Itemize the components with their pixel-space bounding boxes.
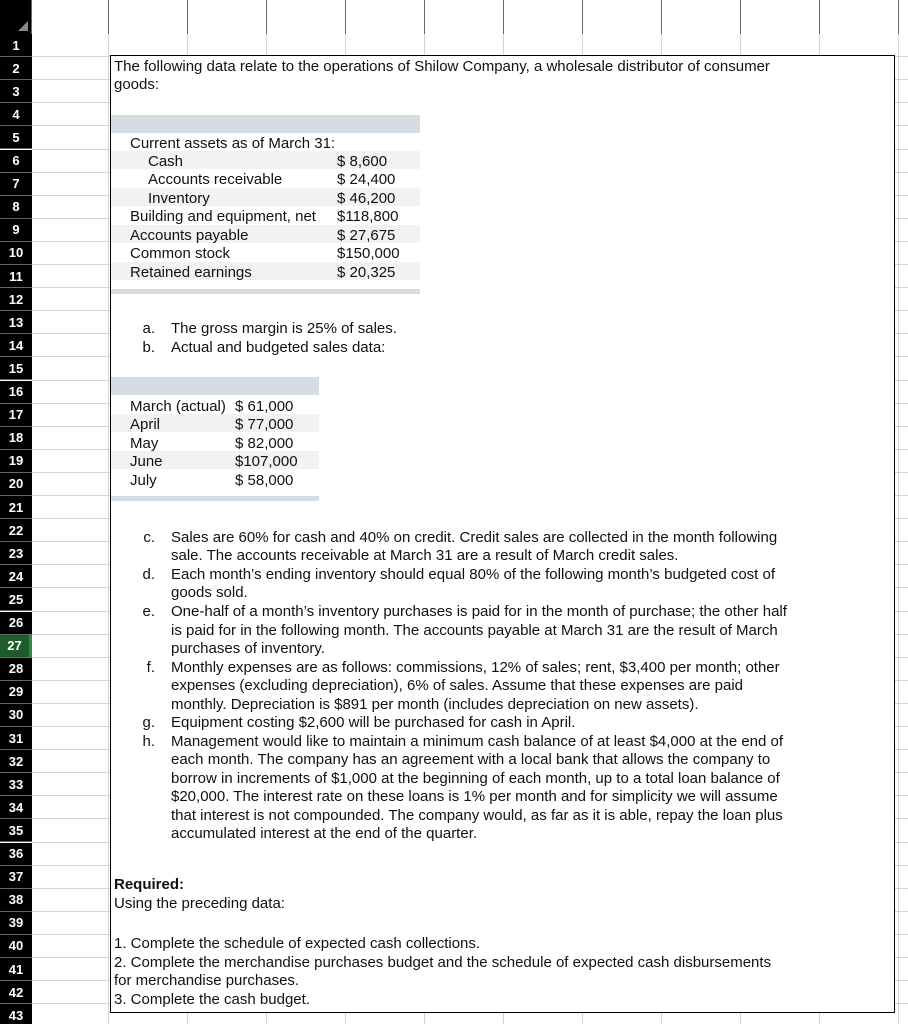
note-c-line: Sales are 60% for cash and 40% on credit. Credit sales are collected in the month following bbox=[171, 529, 778, 546]
row-header-29[interactable]: 29 bbox=[0, 681, 32, 704]
row-header-41[interactable]: 41 bbox=[0, 958, 32, 981]
row-header-10[interactable]: 10 bbox=[0, 242, 32, 265]
table-header-band bbox=[111, 115, 420, 133]
row-header-32[interactable]: 32 bbox=[0, 750, 32, 773]
row-header-6[interactable]: 6 bbox=[0, 150, 32, 173]
row-header-4[interactable]: 4 bbox=[0, 103, 32, 126]
asset-label: Inventory bbox=[148, 190, 210, 207]
asset-amount: $150,000 bbox=[337, 245, 400, 262]
row-header-19[interactable]: 19 bbox=[0, 450, 32, 473]
row-header-24[interactable]: 24 bbox=[0, 565, 32, 588]
intro-line-2: goods: bbox=[114, 76, 160, 93]
column-header-c[interactable]: C bbox=[188, 0, 267, 34]
note-letter: e. bbox=[142, 603, 155, 620]
row-header-15[interactable]: 15 bbox=[0, 357, 32, 380]
sales-header-band bbox=[111, 377, 319, 395]
intro-line-1: The following data relate to the operations of Shilow Company, a wholesale distributor of consumer bbox=[114, 58, 770, 75]
note-letter: f. bbox=[146, 659, 155, 676]
column-header-f[interactable]: F bbox=[425, 0, 504, 34]
row-header-12[interactable]: 12 bbox=[0, 288, 32, 311]
note-g-line: Equipment costing $2,600 will be purchased for cash in April. bbox=[171, 714, 576, 731]
required-item: 2. Complete the merchandise purchases budget and the schedule of expected cash disbursements bbox=[114, 954, 772, 971]
note-h-line: accumulated interest at the end of the quarter. bbox=[171, 825, 478, 842]
asset-amount: $118,800 bbox=[337, 208, 399, 225]
row-header-25[interactable]: 25 bbox=[0, 588, 32, 611]
column-header-e[interactable]: E bbox=[346, 0, 425, 34]
note-f-line: monthly. Depreciation is $891 per month (includes depreciation on new assets). bbox=[171, 696, 699, 713]
required-item: 3. Complete the cash budget. bbox=[114, 991, 310, 1008]
sales-month: June bbox=[130, 453, 163, 470]
note-h-line: $20,000. The interest rate on these loans is 1% per month and for simplicity we will assume bbox=[171, 788, 778, 805]
sales-month: April bbox=[130, 416, 161, 433]
row-header-14[interactable]: 14 bbox=[0, 334, 32, 357]
row-header-26[interactable]: 26 bbox=[0, 612, 32, 635]
asset-label: Accounts receivable bbox=[148, 171, 283, 188]
note-f-line: Monthly expenses are as follows: commissions, 12% of sales; rent, $3,400 per month; other bbox=[171, 659, 780, 676]
row-header-16[interactable]: 16 bbox=[0, 381, 32, 404]
note-letter: d. bbox=[142, 566, 155, 583]
row-header-3[interactable]: 3 bbox=[0, 80, 32, 103]
asset-label: Retained earnings bbox=[130, 264, 252, 281]
row-header-18[interactable]: 18 bbox=[0, 427, 32, 450]
grid-vline bbox=[108, 34, 109, 1024]
note-b-text: Actual and budgeted sales data: bbox=[171, 339, 386, 356]
row-header-30[interactable]: 30 bbox=[0, 704, 32, 727]
row-header-27[interactable]: 27 bbox=[0, 635, 32, 658]
note-a-text: The gross margin is 25% of sales. bbox=[171, 320, 397, 337]
asset-amount: $ 24,400 bbox=[337, 171, 396, 188]
sales-month: March (actual) bbox=[130, 398, 226, 415]
note-d-line: goods sold. bbox=[171, 584, 248, 601]
note-letter: b. bbox=[142, 339, 155, 356]
row-header-7[interactable]: 7 bbox=[0, 173, 32, 196]
select-all-corner[interactable] bbox=[0, 0, 32, 34]
note-letter: g. bbox=[142, 714, 155, 731]
grid-vline bbox=[898, 34, 899, 1024]
required-intro: Using the preceding data: bbox=[114, 895, 285, 912]
asset-label: Cash bbox=[148, 153, 184, 170]
row-header-31[interactable]: 31 bbox=[0, 727, 32, 750]
note-c-line: sale. The accounts receivable at March 31 are a result of March credit sales. bbox=[171, 547, 679, 564]
column-header-h[interactable]: H bbox=[583, 0, 662, 34]
sales-amount: $107,000 bbox=[235, 453, 298, 470]
note-h-line: that interest is not compounded. The company would, as far as it is able, repay the loan plus bbox=[171, 807, 783, 824]
asset-label: Common stock bbox=[130, 245, 231, 262]
row-header-28[interactable]: 28 bbox=[0, 658, 32, 681]
sales-footer-band bbox=[111, 496, 319, 501]
column-header-k[interactable]: K bbox=[820, 0, 899, 34]
row-header-23[interactable]: 23 bbox=[0, 542, 32, 565]
column-header-b[interactable]: B bbox=[109, 0, 188, 34]
column-header-i[interactable]: I bbox=[662, 0, 741, 34]
column-header-d[interactable]: D bbox=[267, 0, 346, 34]
table-footer-band bbox=[111, 289, 420, 294]
note-f-line: expenses (excluding depreciation), 6% of sales. Assume that these expenses are paid bbox=[171, 677, 744, 694]
note-e-line: purchases of inventory. bbox=[171, 640, 325, 657]
asset-amount: $ 8,600 bbox=[337, 153, 388, 170]
row-header-42[interactable]: 42 bbox=[0, 981, 32, 1004]
sales-month: July bbox=[130, 472, 157, 489]
row-header-40[interactable]: 40 bbox=[0, 935, 32, 958]
row-header-43[interactable]: 43 bbox=[0, 1004, 32, 1024]
row-header-36[interactable]: 36 bbox=[0, 843, 32, 866]
row-header-8[interactable]: 8 bbox=[0, 196, 32, 219]
problem-text-box[interactable] bbox=[110, 55, 895, 1013]
row-header-13[interactable]: 13 bbox=[0, 311, 32, 334]
row-header-38[interactable]: 38 bbox=[0, 889, 32, 912]
note-letter: h. bbox=[142, 733, 155, 750]
sales-amount: $ 82,000 bbox=[235, 435, 294, 452]
row-header-5[interactable]: 5 bbox=[0, 126, 32, 149]
column-header-a[interactable]: A bbox=[32, 0, 109, 34]
row-header-17[interactable]: 17 bbox=[0, 404, 32, 427]
asset-amount: $ 46,200 bbox=[337, 190, 396, 207]
sales-amount: $ 61,000 bbox=[235, 398, 294, 415]
row-header-20[interactable]: 20 bbox=[0, 473, 32, 496]
required-heading: Required: bbox=[114, 876, 185, 893]
row-header-9[interactable]: 9 bbox=[0, 219, 32, 242]
assets-heading: Current assets as of March 31: bbox=[130, 135, 336, 152]
row-header-34[interactable]: 34 bbox=[0, 796, 32, 819]
sales-month: May bbox=[130, 435, 159, 452]
required-item: 1. Complete the schedule of expected cash collections. bbox=[114, 935, 481, 952]
row-header-35[interactable]: 35 bbox=[0, 819, 32, 842]
row-header-22[interactable]: 22 bbox=[0, 519, 32, 542]
column-header-g[interactable]: G bbox=[504, 0, 583, 34]
row-header-11[interactable]: 11 bbox=[0, 265, 32, 288]
note-h-line: Management would like to maintain a minimum cash balance of at least $4,000 at the end of bbox=[171, 733, 784, 750]
note-letter: a. bbox=[142, 320, 155, 337]
note-h-line: each month. The company has an agreement with a local bank that allows the company to bbox=[171, 751, 771, 768]
row-header-1[interactable]: 1 bbox=[0, 34, 32, 57]
row-header-33[interactable]: 33 bbox=[0, 773, 32, 796]
row-header-21[interactable]: 21 bbox=[0, 496, 32, 519]
row-header-37[interactable]: 37 bbox=[0, 866, 32, 889]
sales-amount: $ 58,000 bbox=[235, 472, 294, 489]
asset-amount: $ 27,675 bbox=[337, 227, 396, 244]
required-item: for merchandise purchases. bbox=[114, 972, 300, 989]
sales-amount: $ 77,000 bbox=[235, 416, 294, 433]
note-h-line: borrow in increments of $1,000 at the beginning of each month, up to a total loan balance of bbox=[171, 770, 780, 787]
asset-amount: $ 20,325 bbox=[337, 264, 396, 281]
column-header-j[interactable]: J bbox=[741, 0, 820, 34]
row-header-39[interactable]: 39 bbox=[0, 912, 32, 935]
asset-label: Building and equipment, net bbox=[130, 208, 316, 225]
asset-label: Accounts payable bbox=[130, 227, 249, 244]
note-letter: c. bbox=[143, 529, 155, 546]
note-d-line: Each month’s ending inventory should equal 80% of the following month’s budgeted cost of bbox=[171, 566, 776, 583]
note-e-line: One-half of a month’s inventory purchases is paid for in the month of purchase; the other half bbox=[171, 603, 787, 620]
row-header-2[interactable]: 2 bbox=[0, 57, 32, 80]
note-e-line: is paid for in the following month. The accounts payable at March 31 are the result of March bbox=[171, 622, 778, 639]
